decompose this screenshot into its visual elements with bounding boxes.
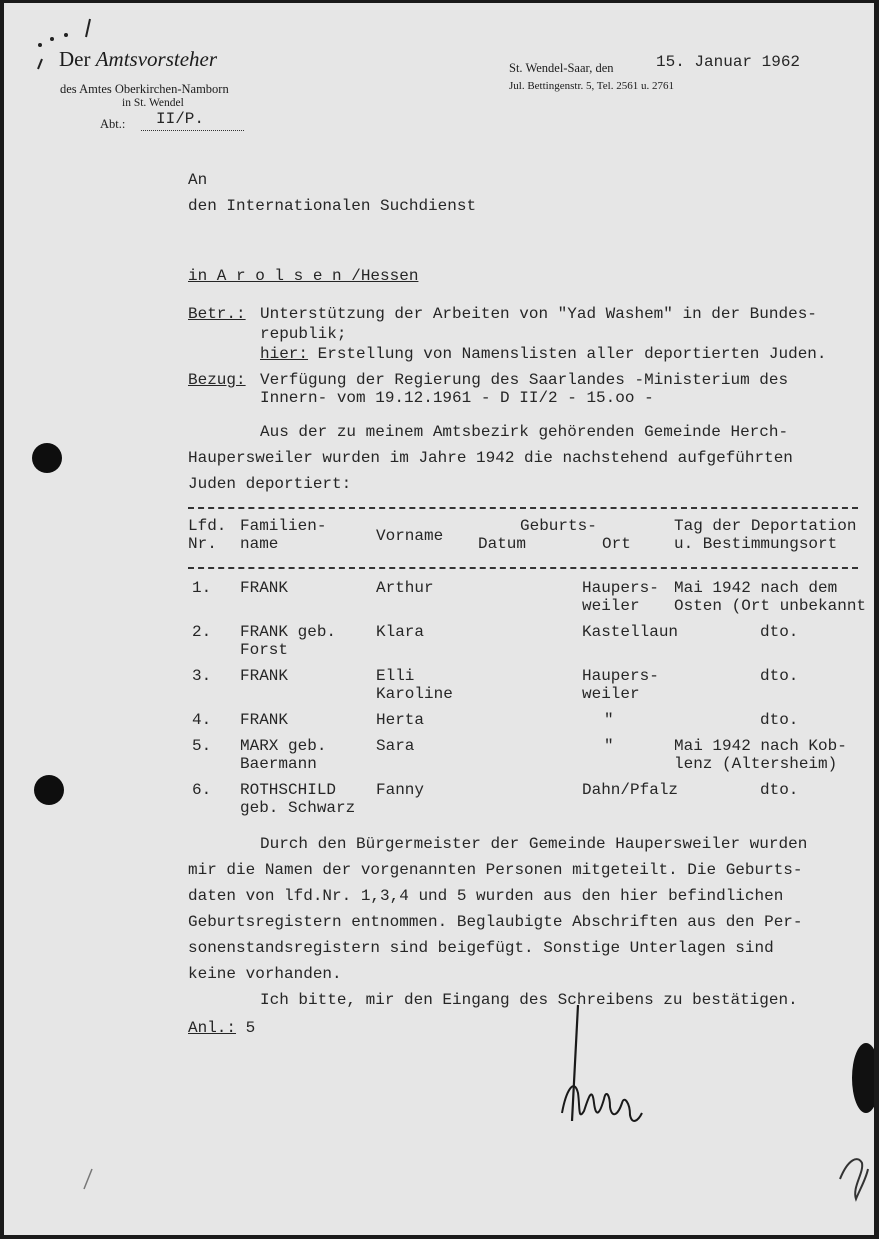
closing-line-4: Geburtsregistern entnommen. Beglaubigte Abschriften aus den Per-	[188, 913, 803, 931]
row-birth-place: Dahn/Pfalz	[582, 781, 679, 799]
row-first-name: Arthur	[376, 579, 434, 597]
anlage-value: 5	[236, 1019, 256, 1037]
letterhead-title: Der Amtsvorsteher	[59, 47, 218, 71]
recipient-an: An	[188, 171, 208, 189]
hier-line	[260, 345, 827, 363]
row-deportation: dto.	[760, 623, 799, 641]
row-family-name-cont: Forst	[240, 641, 289, 659]
ink-smudge	[852, 1043, 874, 1113]
closing-line-5: sonenstandsregistern sind beigefügt. Sonstige Unterlagen sind	[188, 939, 774, 957]
letterhead-title-main: Amtsvorsteher	[95, 47, 218, 71]
row-deportation: dto.	[760, 711, 799, 729]
row-first-name: Sara	[376, 737, 415, 755]
letterhead-town: in St. Wendel	[122, 97, 184, 109]
row-number: 3.	[192, 667, 212, 685]
letter-page	[4, 3, 874, 1235]
anlage	[188, 1019, 255, 1037]
row-birth-place: Haupers-	[582, 579, 659, 597]
bezug-line1: Verfügung der Regierung des Saarlandes -Ministerium des	[260, 371, 789, 389]
row-family-name: ROTHSCHILD	[240, 781, 337, 799]
row-deportation-cont: Osten (Ort unbekannt	[674, 597, 867, 615]
table-rule-top	[188, 507, 858, 509]
header-ort: Ort	[602, 535, 631, 553]
row-number: 5.	[192, 737, 212, 755]
hier-text: Erstellung von Namenslisten aller deportierten Juden.	[308, 345, 827, 363]
bezug-line2: Innern- vom 19.12.1961 - D II/2 - 15.oo -	[260, 389, 654, 407]
row-deportation: dto.	[760, 667, 799, 685]
corner-pencil-mark	[836, 1149, 874, 1209]
header-vorname: Vorname	[376, 527, 444, 545]
punch-hole-top	[32, 443, 62, 473]
row-deportation: dto.	[760, 781, 799, 799]
abt-label: Abt.:	[100, 117, 126, 131]
row-birth-place-cont: weiler	[582, 685, 640, 703]
row-number: 4.	[192, 711, 212, 729]
row-birth-place: Haupers-	[582, 667, 659, 685]
closing-line-2: mir die Namen der vorgenannten Personen mitgeteilt. Die Geburts-	[188, 861, 803, 879]
header-lfd: Lfd.	[188, 517, 227, 535]
header-geburts: Geburts-	[520, 517, 597, 535]
header-datum: Datum	[478, 535, 527, 553]
letter-date: 15. Januar 1962	[656, 53, 801, 71]
row-birth-place-cont: weiler	[582, 597, 640, 615]
anlage-label: Anl.:	[188, 1019, 237, 1037]
bezug-label: Bezug:	[188, 371, 246, 389]
punch-hole-bottom	[34, 775, 64, 805]
intro-line-2: Haupersweiler wurden im Jahre 1942 die nachstehend aufgeführten	[188, 449, 793, 467]
city-line: St. Wendel-Saar, den	[509, 61, 614, 75]
abt-dotted-line	[141, 130, 244, 131]
header-name: name	[240, 535, 279, 553]
hier-label: hier:	[260, 345, 309, 363]
row-deportation: Mai 1942 nach Kob-	[674, 737, 847, 755]
intro-line-3: Juden deportiert:	[188, 475, 352, 493]
header-nr: Nr.	[188, 535, 217, 553]
row-deportation-cont: lenz (Altersheim)	[674, 755, 838, 773]
betr-line2: republik;	[260, 325, 347, 343]
header-tag: Tag der Deportation	[674, 517, 857, 535]
betr-line1: Unterstützung der Arbeiten von "Yad Washem" in der Bundes-	[260, 305, 817, 323]
row-birth-place: Kastellaun	[582, 623, 679, 641]
address-line: Jul. Bettingenstr. 5, Tel. 2561 u. 2761	[509, 80, 674, 92]
row-family-name: FRANK	[240, 711, 289, 729]
row-family-name: FRANK geb.	[240, 623, 337, 641]
closing-request: Ich bitte, mir den Eingang des Schreibens zu bestätigen.	[260, 991, 798, 1009]
row-first-name: Klara	[376, 623, 425, 641]
header-familien: Familien-	[240, 517, 327, 535]
row-number: 1.	[192, 579, 212, 597]
row-birth-place: "	[604, 737, 614, 755]
row-number: 6.	[192, 781, 212, 799]
row-family-name: FRANK	[240, 579, 289, 597]
pencil-tick	[78, 1165, 98, 1195]
handwritten-signature	[544, 1003, 664, 1133]
header-bestimmungsort: u. Bestimmungsort	[674, 535, 838, 553]
closing-line-6: keine vorhanden.	[188, 965, 342, 983]
recipient-location: in A r o l s e n /Hessen	[188, 267, 419, 285]
row-first-name: Herta	[376, 711, 425, 729]
closing-line-3: daten von lfd.Nr. 1,3,4 und 5 wurden aus den hier befindlichen	[188, 887, 784, 905]
corner-marks	[32, 15, 112, 85]
row-family-name-cont: geb. Schwarz	[240, 799, 356, 817]
row-first-name: Elli	[376, 667, 415, 685]
abt-value: II/P.	[156, 110, 205, 128]
letterhead-office: des Amtes Oberkirchen-Namborn	[60, 82, 229, 96]
row-deportation: Mai 1942 nach dem	[674, 579, 838, 597]
closing-line-1: Durch den Bürgermeister der Gemeinde Haupersweiler wurden	[260, 835, 808, 853]
recipient-name: den Internationalen Suchdienst	[188, 197, 477, 215]
row-first-name-cont: Karoline	[376, 685, 453, 703]
row-family-name-cont: Baermann	[240, 755, 317, 773]
row-family-name: FRANK	[240, 667, 289, 685]
row-birth-place: "	[604, 711, 614, 729]
betr-label: Betr.:	[188, 305, 246, 323]
row-number: 2.	[192, 623, 212, 641]
intro-line-1: Aus der zu meinem Amtsbezirk gehörenden Gemeinde Herch-	[260, 423, 789, 441]
table-rule-header	[188, 567, 858, 569]
row-first-name: Fanny	[376, 781, 425, 799]
row-family-name: MARX geb.	[240, 737, 327, 755]
